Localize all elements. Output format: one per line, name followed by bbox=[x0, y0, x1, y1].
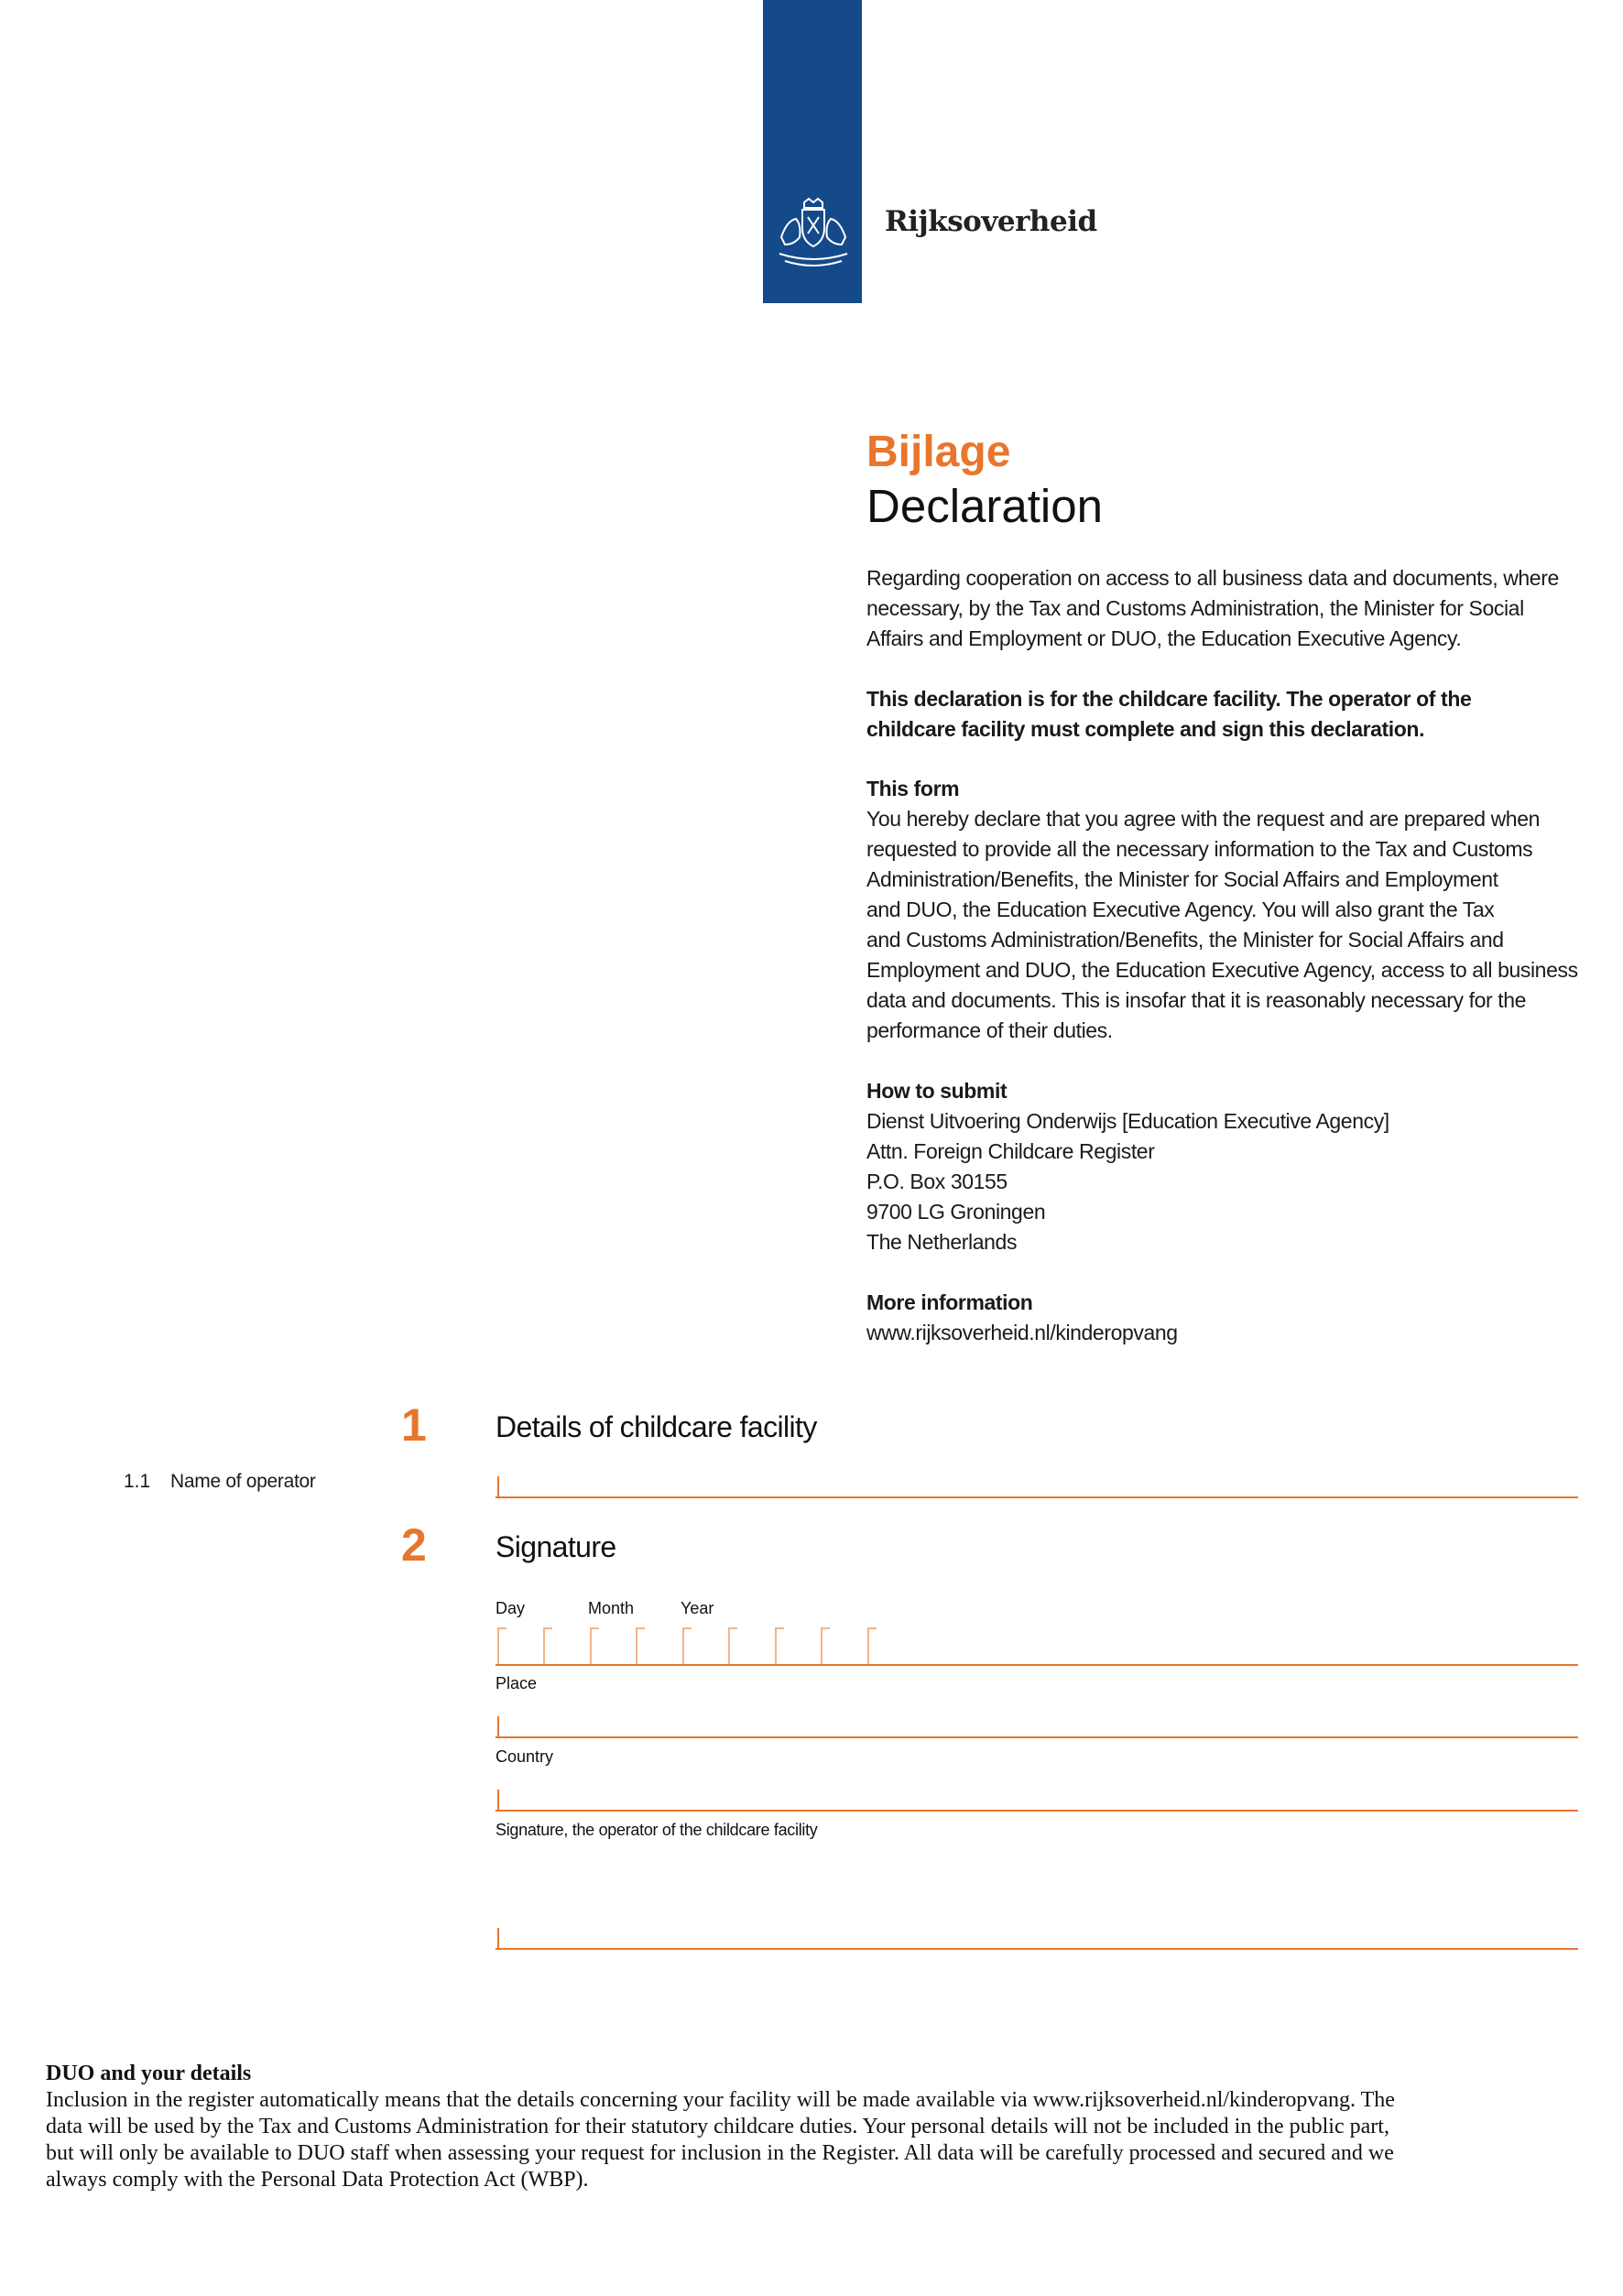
this-form-line: data and documents. This is insofar that it is reasonably necessary for the bbox=[866, 988, 1527, 1012]
royal-coat-of-arms-icon bbox=[774, 197, 853, 270]
section-title: Signature bbox=[496, 1530, 616, 1563]
government-logo-bar bbox=[763, 0, 862, 303]
question-number: 1.1 bbox=[124, 1471, 151, 1492]
this-form-line: requested to provide all the necessary information to the Tax and Customs bbox=[866, 837, 1533, 861]
more-information-section bbox=[866, 1288, 1581, 1348]
privacy-footer bbox=[46, 2061, 1530, 2193]
footer-heading: DUO and your details bbox=[46, 2062, 252, 2085]
field-caret bbox=[497, 1928, 499, 1948]
page-title: Declaration bbox=[866, 480, 1103, 532]
declaration-note bbox=[866, 684, 1581, 745]
year-digit-box[interactable] bbox=[867, 1627, 877, 1664]
more-info-heading: More information bbox=[866, 1290, 1033, 1314]
address-line: The Netherlands bbox=[866, 1230, 1018, 1254]
field-caret bbox=[497, 1476, 499, 1496]
this-form-line: Administration/Benefits, the Minister for Social Affairs and Employment bbox=[866, 867, 1498, 891]
date-field[interactable] bbox=[496, 1637, 1578, 1666]
field-caret bbox=[497, 1790, 499, 1810]
footer-line: always comply with the Personal Data Protection Act (WBP). bbox=[46, 2168, 589, 2192]
place-field[interactable] bbox=[496, 1709, 1578, 1738]
how-to-submit-heading: How to submit bbox=[866, 1079, 1008, 1103]
month-label: Month bbox=[588, 1599, 635, 1617]
this-form-line: and DUO, the Education Executive Agency. You will also grant the Tax bbox=[866, 898, 1495, 921]
country-field[interactable] bbox=[496, 1782, 1578, 1812]
this-form-line: performance of their duties. bbox=[866, 1018, 1113, 1042]
address-line: Dienst Uitvoering Onderwijs [Education Executive Agency] bbox=[866, 1109, 1389, 1133]
intro-paragraph bbox=[866, 563, 1581, 654]
day-label: Day bbox=[496, 1599, 526, 1617]
month-digit-box[interactable] bbox=[590, 1627, 599, 1664]
year-digit-box[interactable] bbox=[728, 1627, 737, 1664]
country-label: Country bbox=[496, 1747, 554, 1766]
this-form-line: Employment and DUO, the Education Executive Agency, access to all business bbox=[866, 958, 1578, 982]
footer-line: data will be used by the Tax and Customs Administration for their statutory childcare duties. Your personal details will not be included in the public part, bbox=[46, 2115, 1389, 2138]
question-label: Name of operator bbox=[170, 1471, 316, 1492]
section-number: 1 bbox=[401, 1399, 427, 1451]
operator-name-field[interactable] bbox=[496, 1469, 1578, 1498]
section-number: 2 bbox=[401, 1519, 427, 1571]
year-digit-box[interactable] bbox=[682, 1627, 692, 1664]
this-form-line: and Customs Administration/Benefits, the Minister for Social Affairs and bbox=[866, 928, 1504, 952]
year-digit-box[interactable] bbox=[775, 1627, 784, 1664]
footer-line: but will only be available to DUO staff when assessing your request for inclusion in the Register. All data will be carefully processed and secured and we bbox=[46, 2141, 1394, 2165]
this-form-heading: This form bbox=[866, 777, 960, 800]
footer-line: Inclusion in the register automatically means that the details concerning your facility will be made available via www.rijksoverheid.nl/kinderopvang. The bbox=[46, 2088, 1395, 2112]
how-to-submit-section bbox=[866, 1076, 1581, 1257]
more-info-link[interactable]: www.rijksoverheid.nl/kinderopvang bbox=[866, 1321, 1178, 1344]
intro-line: necessary, by the Tax and Customs Administration, the Minister for Social bbox=[866, 596, 1524, 620]
day-digit-box[interactable] bbox=[543, 1627, 552, 1664]
rijksoverheid-wordmark: Rijksoverheid bbox=[885, 205, 1097, 238]
year-digit-box[interactable] bbox=[821, 1627, 830, 1664]
note-line: childcare facility must complete and sign this declaration. bbox=[866, 717, 1425, 741]
signature-field[interactable] bbox=[496, 1921, 1578, 1950]
document-kicker: Bijlage bbox=[866, 428, 1011, 476]
signature-label: Signature, the operator of the childcare facility bbox=[496, 1821, 818, 1839]
note-line: This declaration is for the childcare facility. The operator of the bbox=[866, 687, 1472, 711]
this-form-section bbox=[866, 774, 1581, 1046]
year-label: Year bbox=[681, 1599, 714, 1617]
place-label: Place bbox=[496, 1674, 538, 1692]
address-line: 9700 LG Groningen bbox=[866, 1200, 1046, 1224]
intro-line: Regarding cooperation on access to all business data and documents, where bbox=[866, 566, 1559, 590]
address-line: Attn. Foreign Childcare Register bbox=[866, 1139, 1155, 1163]
day-digit-box[interactable] bbox=[497, 1627, 507, 1664]
field-caret bbox=[497, 1716, 499, 1736]
section-title: Details of childcare facility bbox=[496, 1410, 817, 1443]
address-line: P.O. Box 30155 bbox=[866, 1170, 1008, 1193]
this-form-line: You hereby declare that you agree with the request and are prepared when bbox=[866, 807, 1540, 831]
intro-line: Affairs and Employment or DUO, the Education Executive Agency. bbox=[866, 626, 1462, 650]
month-digit-box[interactable] bbox=[636, 1627, 645, 1664]
